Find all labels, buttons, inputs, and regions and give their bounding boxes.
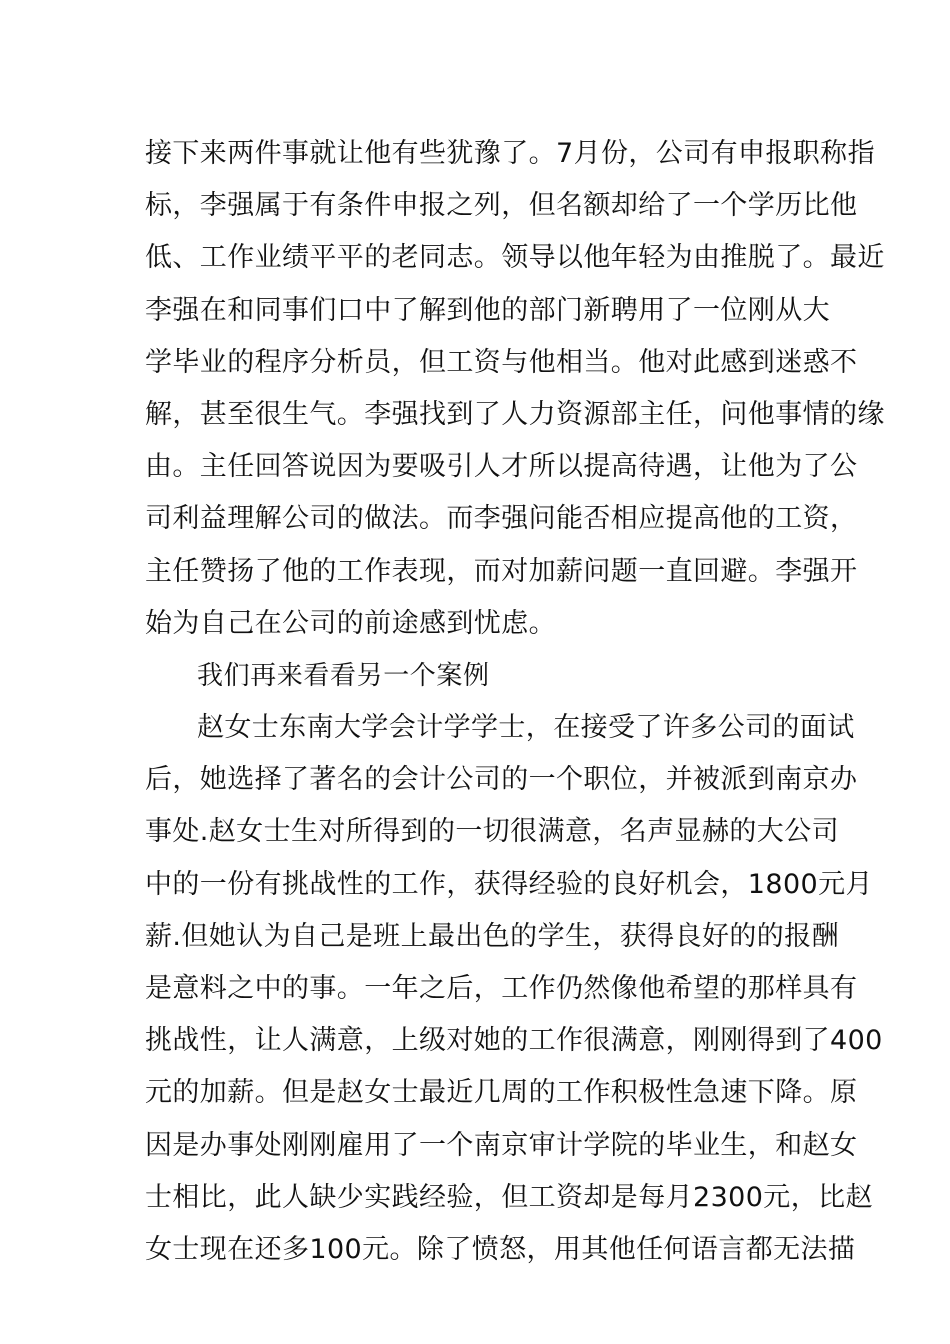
text-line: 标，李强属于有条件申报之列，但名额却给了一个学历比他 [145,190,858,222]
text-line: 主任赞扬了他的工作表现，而对加薪问题一直回避。李强开 [145,555,858,587]
text-line: 低、工作业绩平平的老同志。领导以他年轻为由推脱了。最近 [145,242,885,274]
text-line: 后，她选择了著名的会计公司的一个职位，并被派到南京办 [145,764,858,796]
document-body [145,128,885,1276]
text-line: 由。主任回答说因为要吸引人才所以提高待遇，让他为了公 [145,451,858,483]
text-line: 挑战性，让人满意，上级对她的工作很满意，刚刚得到了400 [145,1025,883,1057]
text-line: 元的加薪。但是赵女士最近几周的工作积极性急速下降。原 [145,1077,858,1109]
text-line: 学毕业的程序分析员，但工资与他相当。他对此感到迷惑不 [145,346,858,378]
text-line: 事处.赵女士生对所得到的一切很满意，名声显赫的大公司 [145,816,839,848]
section-heading: 我们再来看看另一个案例 [197,660,490,691]
text-line: 接下来两件事就让他有些犹豫了。7月份，公司有申报职称指 [145,138,875,169]
text-line: 赵女士东南大学会计学学士，在接受了许多公司的面试 [197,712,855,744]
paragraph-li-qiang [145,128,885,650]
text-line: 因是办事处刚刚雇用了一个南京审计学院的毕业生，和赵女 [145,1129,858,1161]
text-line: 司利益理解公司的做法。而李强问能否相应提高他的工资， [145,503,858,535]
text-line: 始为自己在公司的前途感到忧虑。 [145,607,556,639]
text-line: 是意料之中的事。一年之后，工作仍然像他希望的那样具有 [145,973,858,1004]
text-line: 李强在和同事们口中了解到他的部门新聘用了一位刚从大 [145,294,830,326]
text-line: 薪.但她认为自己是班上最出色的学生，获得良好的的报酬 [145,920,839,952]
text-line: 女士现在还多100元。除了愤怒，用其他任何语言都无法描 [145,1233,856,1265]
paragraph-zhao [145,702,883,1276]
text-line: 士相比，此人缺少实践经验，但工资却是每月2300元，比赵 [145,1181,873,1213]
text-line: 解，甚至很生气。李强找到了人力资源部主任，问他事情的缘 [145,398,885,430]
text-line: 中的一份有挑战性的工作，获得经验的良好机会，1800元月 [145,868,873,900]
